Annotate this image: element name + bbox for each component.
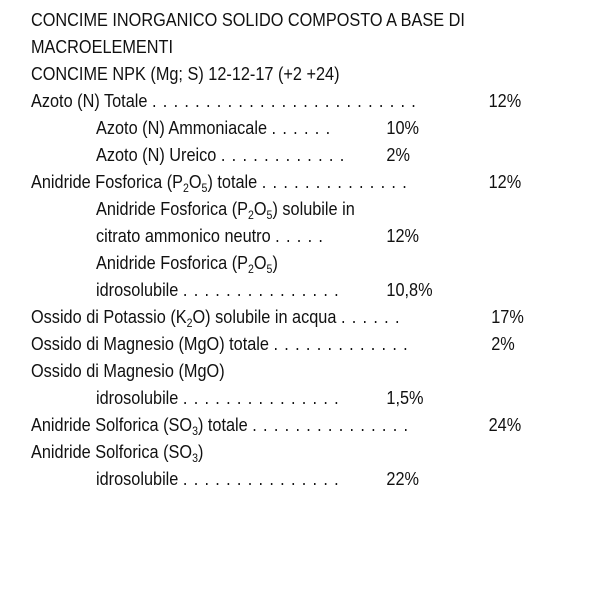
row-value: 10,8% <box>386 279 433 300</box>
row-leader-dots: . . . . . . . . . . . . . <box>273 333 409 354</box>
header-line-3: CONCIME NPK (Mg; S) 12-12-17 (+2 +24) <box>31 63 340 84</box>
row-label: citrato ammonico neutro <box>96 225 271 246</box>
row-magnesio-idro-label: Ossido di Magnesio (MgO) <box>31 360 225 381</box>
row-fosforica-idro-label: Anidride Fosforica $(P_2O_5)$ <box>96 252 278 276</box>
row-value: 12% <box>386 225 419 246</box>
row-label: idrosolubile <box>96 468 179 489</box>
row-fosforica-totale <box>31 168 524 195</box>
row-leader-dots: . . . . . . <box>340 306 401 327</box>
row-leader-dots: . . . . . . <box>271 117 331 138</box>
row-fosforica-citrato-label: Anidride Fosforica $(P_2O_5)$ solubile in <box>96 198 355 222</box>
row-value: 2% <box>386 144 410 165</box>
row-value: 17% <box>491 306 524 327</box>
row-solforica-idro-label: Anidride Solforica $(SO_3)$ <box>31 441 204 465</box>
row-magnesio-totale <box>31 330 524 357</box>
row-label: Ossido di Potassio $(K_2O)$ solubile in acqua <box>31 306 337 330</box>
row-label: Ossido di Magnesio (MgO) totale <box>31 333 269 354</box>
header-line-1: CONCIME INORGANICO SOLIDO COMPOSTO A BASE DI <box>31 9 465 30</box>
row-solforica-totale <box>31 411 524 438</box>
row-leader-dots: . . . . . . . . . . . . . . . <box>182 387 340 408</box>
row-leader-dots: . . . . . . . . . . . . . . . <box>182 468 340 489</box>
row-value: 10% <box>386 117 419 138</box>
row-label: idrosolubile <box>96 279 179 300</box>
row-fosforica-citrato <box>96 222 532 249</box>
row-label: Azoto (N) Ureico <box>96 144 217 165</box>
row-value: 2% <box>491 333 515 354</box>
row-leader-dots: . . . . . . . . . . . . . . . <box>252 414 409 435</box>
row-label: Azoto (N) Ammoniacale <box>96 117 268 138</box>
row-label: Anidride Solforica $(SO_3)$ totale <box>31 414 248 438</box>
row-solforica-idro <box>96 465 532 492</box>
row-leader-dots: . . . . . . . . . . . . . . . <box>182 279 340 300</box>
row-leader-dots: . . . . . . . . . . . . . . <box>261 171 408 192</box>
row-leader-dots: . . . . . . . . . . . . . . . . . . . . . . . . . <box>151 90 417 111</box>
row-potassio <box>31 303 524 330</box>
row-value: 22% <box>386 468 419 489</box>
row-azoto-ureico <box>96 141 532 168</box>
row-leader-dots: . . . . . . . . . . . . <box>220 144 346 165</box>
row-label: Anidride Fosforica $(P_2O_5)$ totale <box>31 171 258 195</box>
row-azoto-totale <box>31 87 524 114</box>
row-label: Azoto (N) Totale <box>31 90 148 111</box>
row-value: 12% <box>488 171 522 192</box>
header-line-2: MACROELEMENTI <box>31 36 174 57</box>
row-value: 1,5% <box>386 387 424 408</box>
row-azoto-ammoniacale <box>96 114 532 141</box>
row-value: 24% <box>488 414 522 435</box>
row-label: idrosolubile <box>96 387 179 408</box>
row-magnesio-idro <box>96 384 532 411</box>
row-leader-dots: . . . . . <box>275 225 324 246</box>
fertilizer-label <box>31 6 591 492</box>
row-value: 12% <box>488 90 522 111</box>
row-fosforica-idro <box>96 276 532 303</box>
